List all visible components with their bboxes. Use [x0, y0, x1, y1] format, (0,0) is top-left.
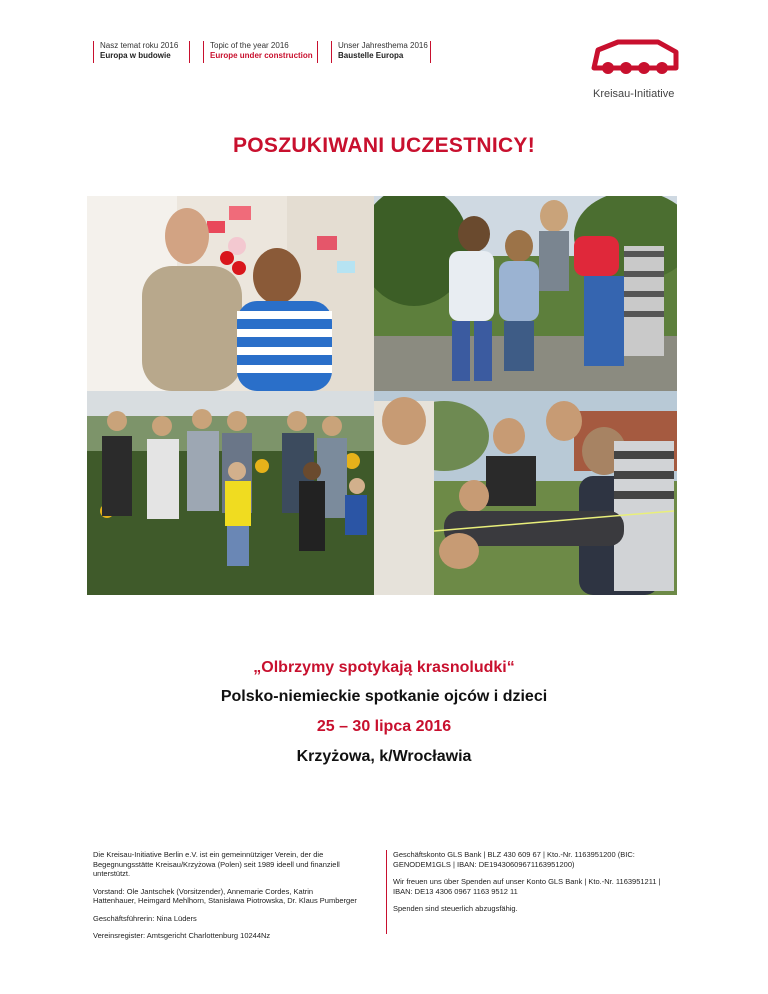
event-subtitle: Polsko-niemieckie spotkanie ojców i dzieci: [220, 688, 548, 705]
photo-kids-game: [374, 196, 677, 391]
footer-tax-note: Spenden sind steuerlich abzugsfähig.: [393, 904, 518, 913]
event-location: Krzyżowa, k/Wrocławia: [296, 748, 472, 765]
divider: [430, 41, 431, 63]
footer-board: Vorstand: Ole Jantschek (Vorsitzender), Annemarie Cordes, Katrin Hattenhauer, Heimgard Mehlhorn, Stanisława Piotrowska, Dr. Klaus Pumberger: [93, 886, 357, 905]
footer-left: [93, 850, 358, 949]
footer-account: Geschäftskonto GLS Bank | BLZ 430 609 67 | Kto.-Nr. 1163951200 (BIC: GENODEM1GLS | IBAN: DE19430609671163951200): [393, 850, 635, 869]
topic-polish-value: Europa w budowie: [100, 51, 171, 60]
footer-divider: [386, 850, 387, 934]
footer-director: Geschäftsführerin: Nina Lüders: [93, 913, 197, 923]
divider: [317, 41, 318, 63]
topic-english: [203, 41, 313, 63]
topic-polish: [93, 41, 178, 63]
topic-german: [331, 41, 428, 63]
topic-german-label: Unser Jahresthema 2016: [338, 41, 428, 50]
footer-org-description: Die Kreisau-Initiative Berlin e.V. ist ein gemeinnütziger Verein, der die Begegnungsstätte Kreisau/Krzyżowa (Polen) seit 1989 ideell und finanziell unterstützt.: [93, 850, 340, 878]
event-dates: 25 – 30 lipca 2016: [316, 718, 452, 735]
footer-right: [393, 850, 663, 922]
topic-english-label: Topic of the year 2016: [210, 41, 289, 50]
photo-face-painting: [87, 196, 374, 391]
photo-group-sunflowers: [87, 391, 374, 595]
topic-german-value: Baustelle Europa: [338, 51, 404, 60]
photo-fathers-carrying: [374, 391, 677, 595]
footer-donations: Wir freuen uns über Spenden auf unser Konto GLS Bank | Kto.-Nr. 1163951211 | IBAN: DE13 4306 0967 1163 9512 11: [393, 877, 661, 896]
footer-register: Vereinsregister: Amtsgericht Charlottenburg 10244Nz: [93, 931, 271, 940]
event-title: „Olbrzymy spotykają krasnoludki“: [253, 659, 515, 676]
topic-english-value: Europe under construction: [210, 51, 313, 60]
topic-polish-label: Nasz temat roku 2016: [100, 41, 179, 50]
logo-text: Kreisau-Initiative: [593, 88, 675, 100]
divider: [189, 41, 190, 63]
page-headline: POSZUKIWANI UCZESTNICY!: [232, 134, 536, 157]
